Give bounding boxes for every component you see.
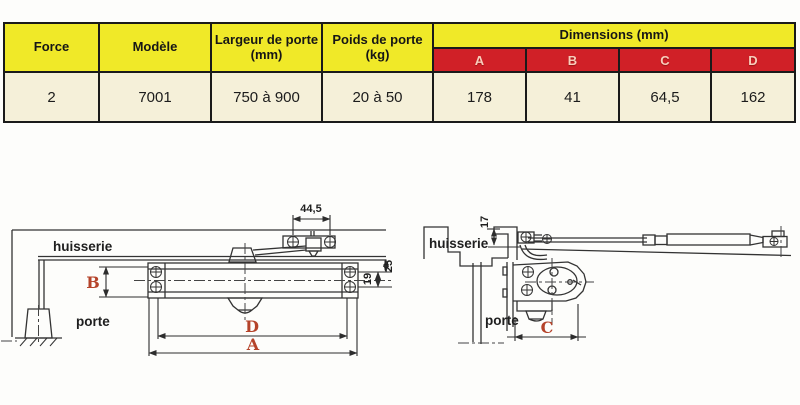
header-poids-line1: Poids de porte bbox=[332, 31, 423, 47]
value-dim-b: 41 bbox=[527, 73, 620, 121]
header-poids-line2: (kg) bbox=[365, 46, 390, 62]
dim-letter-b: B bbox=[86, 273, 100, 292]
closer-body-side bbox=[513, 262, 586, 321]
body-screw-icon bbox=[522, 267, 534, 296]
arm-dimension-value: 44,5 bbox=[300, 203, 322, 215]
header-largeur-line2: (mm) bbox=[250, 46, 283, 62]
diagram-top-view bbox=[0, 155, 400, 405]
door-label: porte bbox=[76, 314, 110, 329]
value-dim-d: 162 bbox=[712, 73, 794, 121]
door-label: porte bbox=[485, 313, 519, 328]
offset-19-value: 19 bbox=[362, 272, 374, 286]
frame-label: huisserie bbox=[429, 236, 489, 251]
arm-bracket bbox=[283, 231, 335, 256]
door-section bbox=[473, 262, 513, 344]
value-modele: 7001 bbox=[100, 73, 212, 121]
screw-icon bbox=[151, 267, 356, 293]
closer-arm bbox=[518, 231, 791, 259]
spec-table bbox=[3, 22, 796, 123]
header-poids bbox=[323, 24, 434, 73]
header-largeur-line1: Largeur de porte bbox=[214, 31, 319, 47]
value-dim-a: 178 bbox=[434, 73, 527, 121]
offset-25-value: 25 bbox=[383, 259, 395, 273]
frame-label: huisserie bbox=[53, 239, 113, 254]
depth-17-value: 17 bbox=[479, 215, 491, 229]
diagram-side-view bbox=[400, 155, 800, 405]
dim-letter-a: A bbox=[246, 335, 260, 354]
header-dimensions: Dimensions (mm) bbox=[434, 24, 794, 49]
header-largeur bbox=[212, 24, 323, 73]
dim-letter-c: C bbox=[540, 318, 554, 337]
subheader-dim-d: D bbox=[712, 49, 794, 73]
subheader-dim-a: A bbox=[434, 49, 527, 73]
subheader-dim-c: C bbox=[620, 49, 712, 73]
value-poids: 20 à 50 bbox=[323, 73, 434, 121]
dim-letter-d: D bbox=[245, 317, 259, 336]
value-dim-c: 64,5 bbox=[620, 73, 712, 121]
value-largeur: 750 à 900 bbox=[212, 73, 323, 121]
header-modele: Modèle bbox=[100, 24, 212, 73]
header-force: Force bbox=[5, 24, 100, 73]
subheader-dim-b: B bbox=[527, 49, 620, 73]
value-force: 2 bbox=[5, 73, 100, 121]
